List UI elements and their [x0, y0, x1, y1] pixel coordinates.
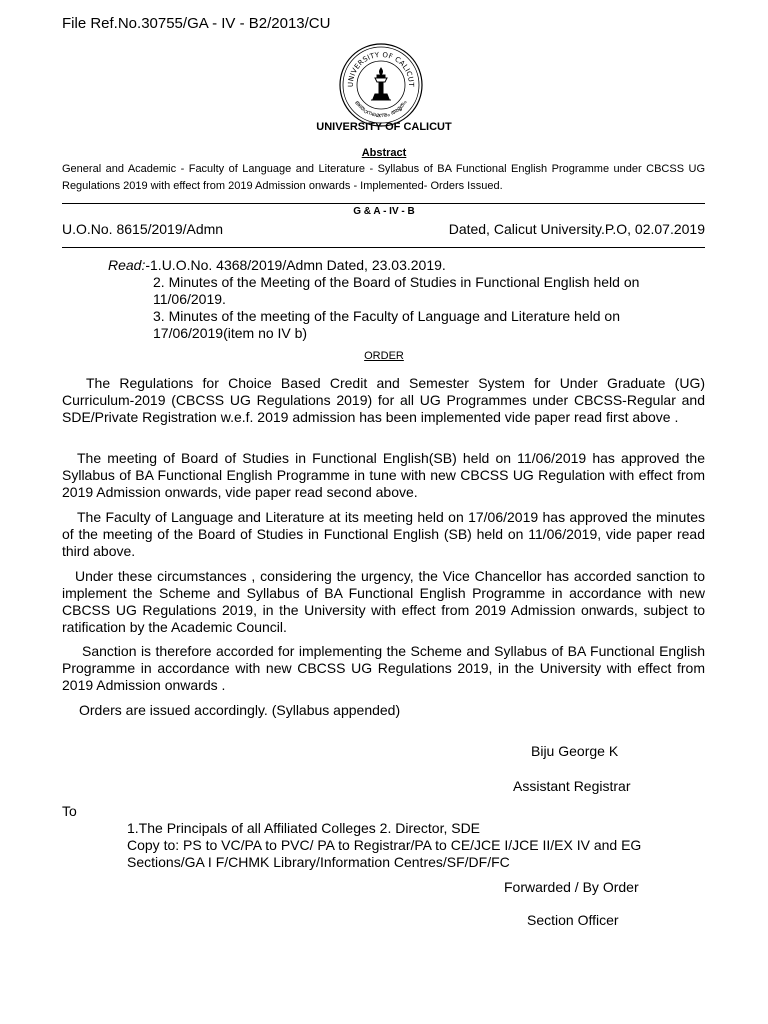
university-name: UNIVERSITY OF CALICUT [316, 121, 452, 133]
uo-number: U.O.No. 8615/2019/Admn [62, 221, 224, 237]
abstract-text: General and Academic - Faculty of Language and Literature - Syllabus of BA Functional English Programme under CBCSS UG Regulations 2019 with effect from 2019 Admission onwards - Implemented- Orders Issued. [62, 163, 705, 192]
order-paragraph: The meeting of Board of Studies in Functional English(SB) held on 11/06/2019 has approved the Syllabus of BA Functional English Programme in tune with new CBCSS UG Regulation with effect from 2019 Admission onwards, vide paper read second above. [62, 450, 705, 500]
university-seal [338, 42, 424, 128]
signatory-title: Assistant Registrar [513, 778, 631, 794]
read-references [108, 257, 639, 342]
to-label: To [62, 803, 77, 819]
order-heading: ORDER [364, 350, 404, 362]
recipients [127, 820, 641, 871]
file-reference: File Ref.No.30755/GA - IV - B2/2013/CU [62, 15, 331, 32]
divider-top [62, 203, 705, 204]
recipient-line: 1.The Principals of all Affiliated Colleges 2. Director, SDE [127, 820, 481, 836]
read-ref-2-date: 11/06/2019. [153, 291, 226, 307]
seal-top-text: UNIVERSITY OF CALICUT [346, 50, 416, 88]
read-label: Read: [108, 257, 146, 273]
copy-to-line: Copy to: PS to VC/PA to PVC/ PA to Registrar/PA to CE/JCE I/JCE II/EX IV and EG [127, 837, 642, 853]
read-ref-2: 2. Minutes of the Meeting of the Board of Studies in Functional English held on [153, 274, 640, 290]
read-ref-1: -1.U.O.No. 4368/2019/Admn Dated, 23.03.2019. [145, 257, 446, 273]
order-paragraph: The Regulations for Choice Based Credit and Semester System for Under Graduate (UG) Curriculum-2019 (CBCSS UG Regulations 2019) for all UG Programmes under CBCSS-Regular and SDE/Private Registration w.e.f. 2019 admission has been implemented vide paper read first above . [62, 375, 705, 425]
forwarded-by-order: Forwarded / By Order [504, 879, 639, 895]
read-ref-3-date: 17/06/2019(item no IV b) [153, 325, 308, 341]
section-officer: Section Officer [527, 912, 619, 928]
divider-bottom [62, 247, 705, 248]
abstract-heading: Abstract [361, 147, 407, 159]
signatory-name: Biju George K [531, 743, 619, 759]
seal-icon [338, 42, 424, 128]
order-paragraph: Orders are issued accordingly. (Syllabus appended) [79, 702, 401, 718]
order-number-row [62, 221, 705, 237]
lamp-icon [371, 68, 391, 100]
copy-to-line: Sections/GA I F/CHMK Library/Information Centres/SF/DF/FC [127, 854, 510, 870]
order-paragraph: Under these circumstances , considering the urgency, the Vice Chancellor has accorded sanction to implement the Scheme and Syllabus of BA Functional English Programme in accordance with new CBCSS UG Regulations 2019, in the University with effect from 2019 Admission onwards, subject to ratification by the Academic Council. [62, 568, 705, 635]
order-date: Dated, Calicut University.P.O, 02.07.2019 [448, 221, 705, 237]
order-paragraph: The Faculty of Language and Literature at its meeting held on 17/06/2019 has approved the minutes of the meeting of the Board of Studies in Functional English (SB) held on 11/06/2019, vide paper read third above. [62, 509, 705, 559]
section-code: G & A - IV - B [353, 206, 415, 217]
order-paragraph: Sanction is therefore accorded for implementing the Scheme and Syllabus of BA Functional English Programme in accordance with new CBCSS UG Regulations 2019, in the University with effect from 2019 Admission onwards . [62, 643, 705, 693]
seal-bottom-text: ജ്ഞാനമെന്നും അമൃതം [353, 98, 409, 120]
read-ref-3: 3. Minutes of the meeting of the Faculty of Language and Literature held on [153, 308, 620, 324]
